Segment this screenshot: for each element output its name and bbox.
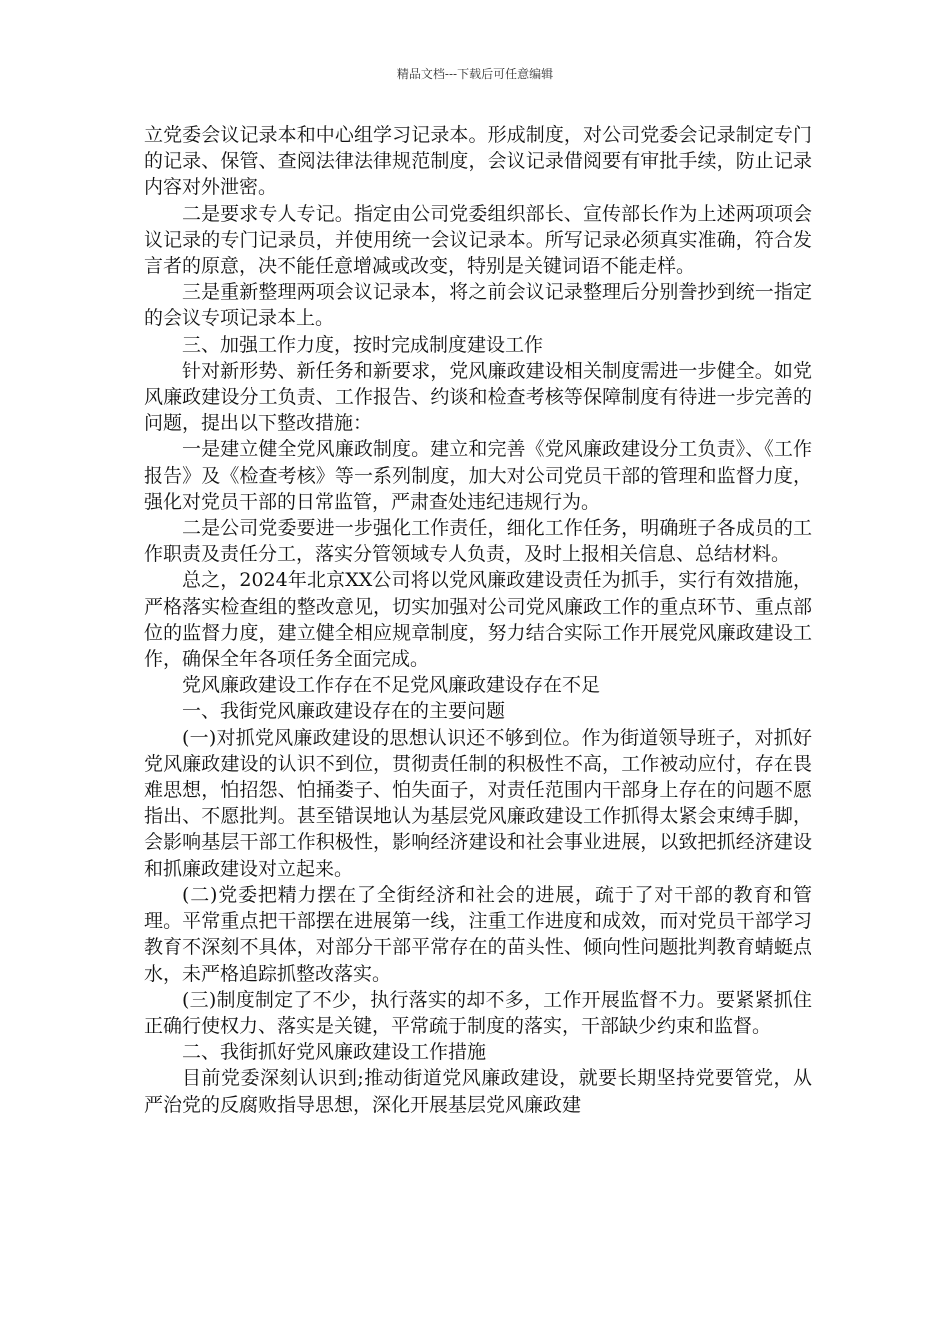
paragraph-15: 目前党委深刻认识到;推动街道党风廉政建设，就要长期坚持党要管党，从严治党的反腐败指导思想，深化开展基层党风廉政建 xyxy=(144,1067,812,1116)
paragraph-13: (三)制度制定了不少，执行落实的却不多，工作开展监督不力。要紧紧抓住正确行使权力、落实是关键，平常疏于制度的落实，干部缺少约束和监督。 xyxy=(144,988,812,1037)
paragraph-6: 一是建立健全党风廉政制度。建立和完善《党风廉政建设分工负责》、《工作报告》及《检查考核》等一系列制度，加大对公司党员干部的管理和监督力度，强化对党员干部的日常监管，严肃查处违纪违规行为。 xyxy=(144,438,812,513)
paragraph-1: 立党委会议记录本和中心组学习记录本。形成制度，对公司党委会记录制定专门的记录、保管、查阅法律法律规范制度，会议记录借阅要有审批手续，防止记录内容对外泄密。 xyxy=(144,124,812,199)
paragraph-2: 二是要求专人专记。指定由公司党委组织部长、宣传部长作为上述两项项会议记录的专门记录员，并使用统一会议记录本。所写记录必须真实准确，符合发言者的原意，决不能任意增减或改变，特别是关键词语不能走样。 xyxy=(144,202,812,278)
paragraph-3: 三是重新整理两项会议记录本，将之前会议记录整理后分别誊抄到统一指定的会议专项记录本上。 xyxy=(144,281,812,330)
paragraph-12: (二)党委把精力摆在了全街经济和社会的进展，疏于了对干部的教育和管理。平常重点把干部摆在进展第一线，注重工作进度和成效，而对党员干部学习教育不深刻不具体，对部分干部平常存在的苗头性、倾向性问题批判教育蜻蜓点水，未严格追踪抓整改落实。 xyxy=(144,883,812,985)
paragraph-11: (一)对抓党风廉政建设的思想认识还不够到位。作为街道领导班子，对抓好党风廉政建设的认识不到位，贯彻责任制的积极性不高，工作被动应付，存在畏难思想，怕招怨、怕捅娄子、怕失面子，对责任范围内干部身上存在的问题不愿指出、不愿批判。甚至错误地认为基层党风廉政建设工作抓得太紧会束缚手脚，会影响基层干部工作积极性，影响经济建设和社会事业进展，以致把抓经济建设和抓廉政建设对立起来。 xyxy=(144,726,812,880)
paragraph-5: 针对新形势、新任务和新要求，党风廉政建设相关制度需进一步健全。如党风廉政建设分工负责、工作报告、约谈和检查考核等保障制度有待进一步完善的问题，提出以下整改措施： xyxy=(144,359,812,435)
section-heading-1: 一、我街党风廉政建设存在的主要问题 xyxy=(182,700,506,723)
page-header: 精品文档---下载后可任意编辑 xyxy=(396,67,554,81)
article-title: 党风廉政建设工作存在不足党风廉政建设存在不足 xyxy=(182,674,601,697)
section-heading-3: 三、加强工作力度，按时完成制度建设工作 xyxy=(182,333,544,356)
paragraph-7: 二是公司党委要进一步强化工作责任，细化工作任务，明确班子各成员的工作职责及责任分工，落实分管领域专人负责，及时上报相关信息、总结材料。 xyxy=(144,517,812,566)
section-heading-2: 二、我街抓好党风廉政建设工作措施 xyxy=(182,1041,487,1064)
paragraph-8: 总之，2024年北京XX公司将以党风廉政建设责任为抓手，实行有效措施，严格落实检查组的整改意见，切实加强对公司党风廉政工作的重点环节、重点部位的监督力度，建立健全相应规章制度，努力结合实际工作开展党风廉政建设工作，确保全年各项任务全面完成。 xyxy=(144,569,812,671)
document-body xyxy=(144,122,812,1118)
